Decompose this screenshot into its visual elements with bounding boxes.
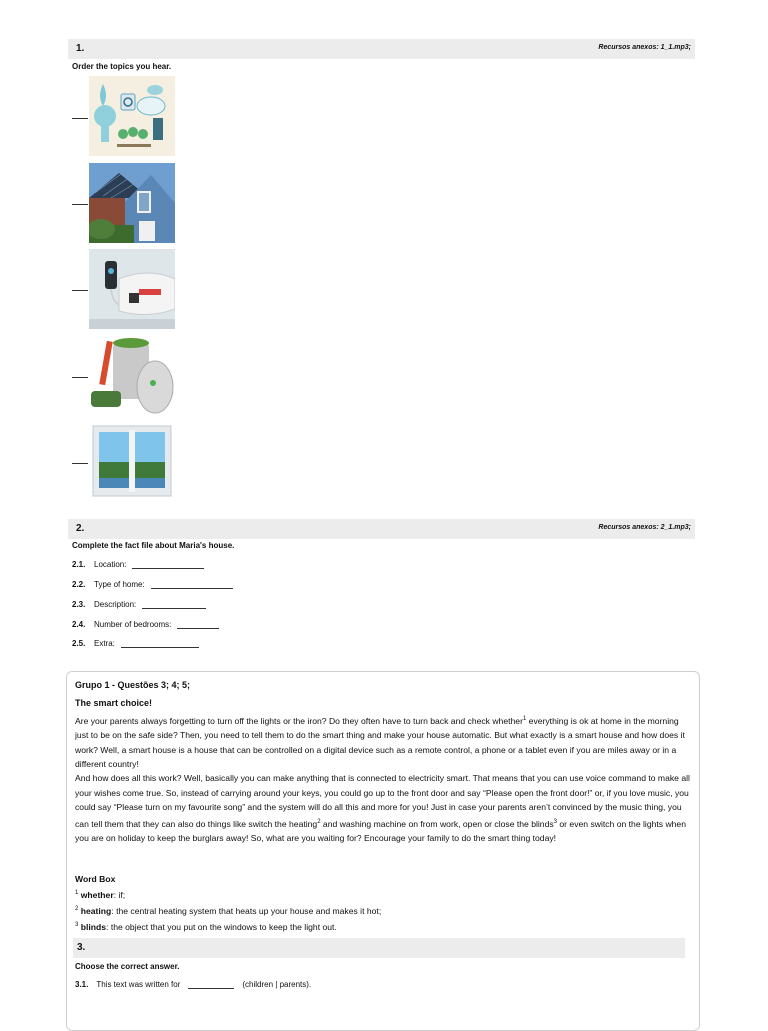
paint-can-icon	[89, 335, 175, 415]
word-box	[75, 872, 675, 934]
word-box-title: Word Box	[75, 874, 116, 884]
extra-field[interactable]	[121, 639, 199, 648]
story-text	[75, 712, 691, 845]
question-3-1	[75, 980, 311, 989]
paint-can-image	[89, 335, 175, 415]
answer-blank-2[interactable]	[72, 204, 88, 205]
question-3-1-text: This text was written for	[96, 980, 181, 989]
paragraph-2: And how does all this work? Well, basically you can make anything that is connected to electricity smart. That means that you can use voice command to make all your wishes come true. So, instead of carrying around your keys, you could go up to the front door and say “Please open the front door!” or, if you love music, you could say “Please turn on my favourite song” and the system will do all this and more for you! Just in case your parents aren’t convinced by the music thing, you can tell them that they can also do things like switch the heating$^2$ and washing machine on from work, open or close the blinds$^3$ or even switch on the lights when you are on holiday to keep the burglars away! So, what are you waiting for? Encourage your family to do the smart thing today!	[75, 773, 690, 843]
water-saving-image	[89, 76, 175, 156]
question-number: 3.	[77, 942, 86, 953]
fact-number: 2.4.	[72, 620, 86, 629]
question-3-1-number: 3.1.	[75, 980, 89, 989]
question-number: 1.	[76, 43, 85, 54]
fact-item	[72, 600, 206, 609]
solar-house-image	[89, 163, 175, 243]
window-image	[89, 422, 175, 502]
description-field[interactable]	[142, 600, 206, 609]
group-title: Grupo 1 - Questões 3; 4; 5;	[75, 680, 191, 690]
fact-label: Extra:	[94, 639, 115, 648]
story-title: The smart choice!	[75, 698, 153, 708]
word-box-entry: $^1$ whether: if;	[75, 889, 126, 900]
word-box-entry: $^2$ heating: the central heating system that heats up your house and makes it hot;	[75, 905, 382, 916]
fact-number: 2.3.	[72, 600, 86, 609]
fact-item	[72, 560, 204, 569]
fact-label: Description:	[94, 600, 137, 609]
location-field[interactable]	[132, 560, 204, 569]
ev-charger-icon	[89, 249, 175, 329]
question-3-instruction: Choose the correct answer.	[75, 962, 180, 971]
fact-item	[72, 580, 233, 589]
question-3-header	[73, 938, 685, 958]
solar-house-icon	[89, 163, 175, 243]
reading-panel	[66, 671, 700, 1031]
question-2-instruction: Complete the fact file about Maria's house.	[72, 541, 235, 550]
question-3-1-options: (children | parents).	[242, 980, 312, 989]
fact-number: 2.1.	[72, 560, 86, 569]
answer-blank-5[interactable]	[72, 463, 88, 464]
word-box-entry: $^3$ blinds: the object that you put on the windows to keep the light out.	[75, 921, 337, 932]
resources-link[interactable]: Recursos anexos: 1_1.mp3;	[598, 44, 691, 51]
answer-blank-4[interactable]	[72, 377, 88, 378]
fact-number: 2.5.	[72, 639, 86, 648]
fact-label: Location:	[94, 560, 127, 569]
water-saving-icon	[89, 76, 175, 156]
question-2-header	[68, 519, 695, 539]
answer-field[interactable]	[188, 980, 234, 989]
ev-charger-image	[89, 249, 175, 329]
fact-number: 2.2.	[72, 580, 86, 589]
fact-item	[72, 620, 219, 629]
answer-blank-3[interactable]	[72, 290, 88, 291]
answer-blank-1[interactable]	[72, 118, 88, 119]
bedrooms-field[interactable]	[177, 620, 219, 629]
question-number: 2.	[76, 523, 85, 534]
resources-link[interactable]: Recursos anexos: 2_1.mp3;	[598, 524, 691, 531]
type-of-home-field[interactable]	[151, 580, 233, 589]
window-icon	[89, 422, 175, 500]
question-1-instruction: Order the topics you hear.	[72, 62, 172, 71]
fact-item	[72, 639, 199, 648]
fact-label: Number of bedrooms:	[94, 620, 172, 629]
question-1-header	[68, 39, 695, 59]
paragraph-1: Are your parents always forgetting to turn off the lights or the iron? Do they often have to turn back and check whether$^1$ everything is ok at home in the morning just to be on the safe side? Then, you need to tell them to do the smart thing and make your house automatic. But what exactly is a smart house and how does it work? Well, a smart house is a house that can be controlled on a digital device such as a remote control, a phone or a tablet even if you are miles away or in a different country!	[75, 715, 685, 770]
fact-label: Type of home:	[94, 580, 145, 589]
